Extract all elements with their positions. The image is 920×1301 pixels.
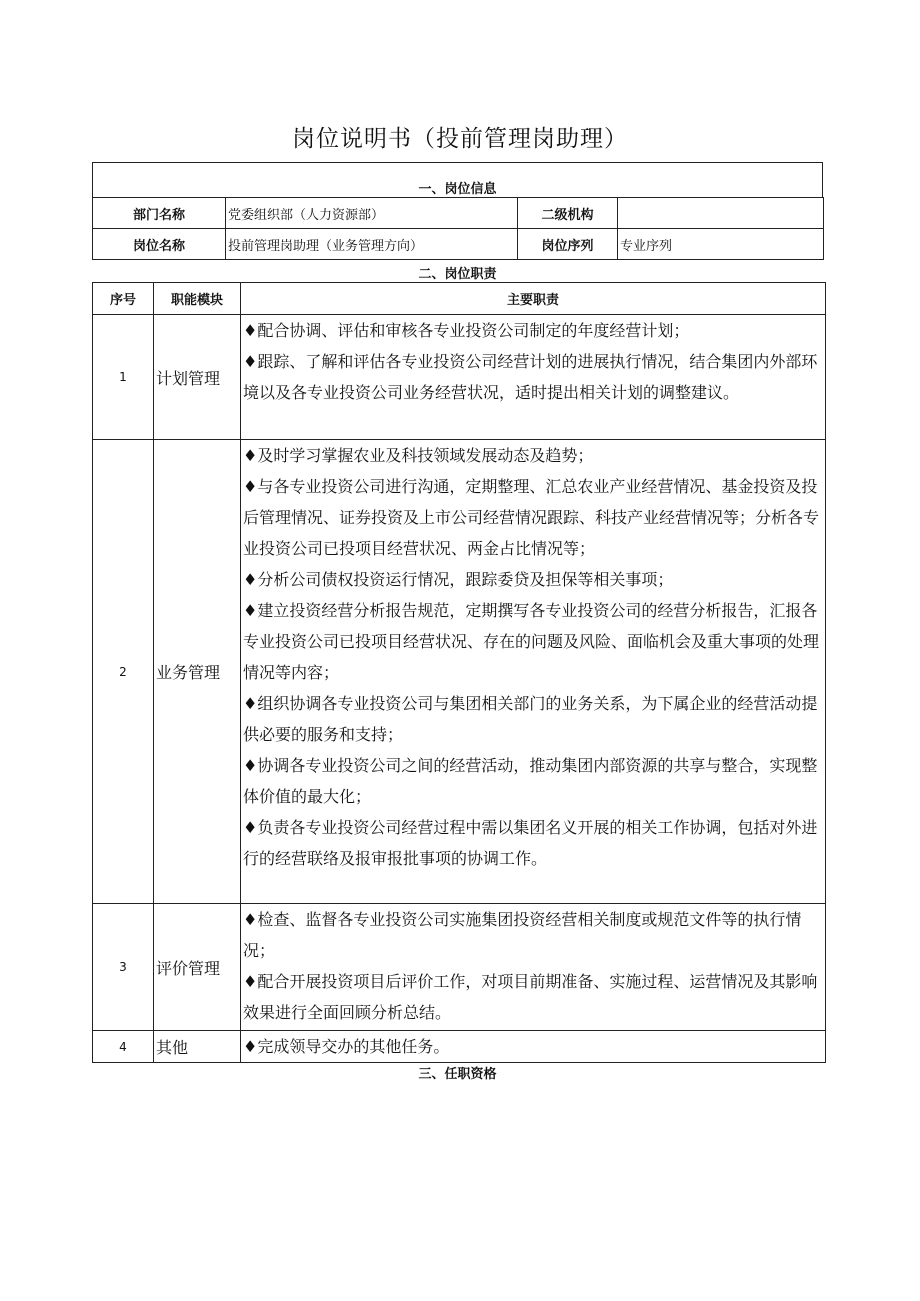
dept-label: 部门名称: [93, 198, 226, 229]
col-header-no: 序号: [93, 283, 154, 315]
table-row: [93, 440, 826, 904]
info-table: [92, 197, 824, 260]
table-row: [93, 315, 826, 440]
org-label: 二级机构: [518, 198, 618, 229]
dept-value: 党委组织部（人力资源部）: [226, 198, 518, 229]
seq-value: 专业序列: [618, 229, 824, 260]
table-row: [93, 1031, 826, 1063]
duty-item: ♦与各专业投资公司进行沟通，定期整理、汇总农业产业经营情况、基金投资及投后管理情况、证券投资及上市公司经营情况跟踪、科技产业经营情况等；分析各专业投资公司已投项目经营状况、两金占比情况等；: [243, 477, 820, 558]
duties-table: [92, 282, 826, 1063]
row-module: 计划管理: [154, 315, 241, 440]
row-duties: [241, 440, 826, 904]
row-number: 2: [93, 440, 154, 904]
row-duties: [241, 315, 826, 440]
org-value: [618, 198, 824, 229]
post-value: 投前管理岗助理（业务管理方向）: [226, 229, 518, 260]
row-module: 评价管理: [154, 904, 241, 1031]
row-duties: [241, 1031, 826, 1063]
row-duties: [241, 904, 826, 1031]
seq-label: 岗位序列: [518, 229, 618, 260]
duty-item: ♦检查、监督各专业投资公司实施集团投资经营相关制度或规范文件等的执行情况；: [243, 910, 802, 960]
duty-item: ♦分析公司债权投资运行情况，跟踪委贷及担保等相关事项；: [243, 570, 674, 589]
duty-item: ♦跟踪、了解和评估各专业投资公司经营计划的进展执行情况，结合集团内外部环境以及各专业投资公司业务经营状况，适时提出相关计划的调整建议。: [243, 352, 818, 402]
duty-item: ♦及时学习掌握农业及科技领域发展动态及趋势；: [243, 446, 594, 465]
duty-item: ♦负责各专业投资公司经营过程中需以集团名义开展的相关工作协调，包括对外进行的经营联络及报审报批事项的协调工作。: [243, 818, 818, 868]
col-header-module: 职能模块: [154, 283, 241, 315]
section-qualifications-heading: 三、任职资格: [418, 1067, 497, 1082]
post-label: 岗位名称: [93, 229, 226, 260]
duty-item: ♦建立投资经营分析报告规范，定期撰写各专业投资公司的经营分析报告，汇报各专业投资公司已投项目经营状况、存在的问题及风险、面临机会及重大事项的处理情况等内容；: [243, 601, 820, 682]
duty-item: ♦组织协调各专业投资公司与集团相关部门的业务关系，为下属企业的经营活动提供必要的服务和支持；: [243, 694, 818, 744]
row-module: 其他: [154, 1031, 241, 1063]
row-module: 业务管理: [154, 440, 241, 904]
duty-item: ♦完成领导交办的其他任务。: [243, 1037, 450, 1056]
row-number: 1: [93, 315, 154, 440]
row-number: 3: [93, 904, 154, 1031]
page-title: 岗位说明书（投前管理岗助理）: [292, 126, 628, 152]
duty-item: ♦配合协调、评估和审核各专业投资公司制定的年度经营计划；: [243, 321, 690, 340]
col-header-main: 主要职责: [241, 283, 826, 315]
table-row: [93, 904, 826, 1031]
duty-item: ♦配合开展投资项目后评价工作，对项目前期准备、实施过程、运营情况及其影响效果进行全面回顾分析总结。: [243, 972, 818, 1022]
row-number: 4: [93, 1031, 154, 1063]
duty-item: ♦协调各专业投资公司之间的经营活动，推动集团内部资源的共享与整合，实现整体价值的最大化；: [243, 756, 818, 806]
section-info-heading: 一、岗位信息: [418, 182, 497, 197]
section-duties-heading: 二、岗位职责: [418, 267, 497, 282]
